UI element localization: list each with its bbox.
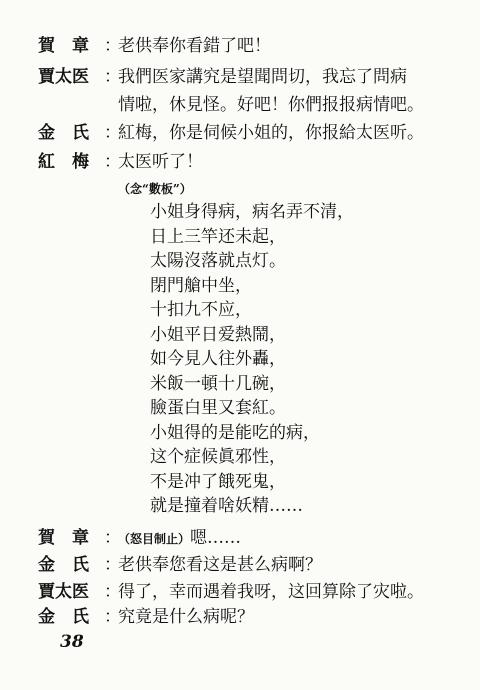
dialogue-text: 究竟是什么病呢？	[118, 607, 254, 627]
verse-line: 小姐平日爱熱鬧，	[150, 325, 286, 345]
dialogue-text: 紅梅，你是伺候小姐的，你报給太医听。	[118, 123, 424, 143]
verse-line: 这个症候眞邪性，	[150, 447, 286, 467]
stage-direction: （怒目制止）	[118, 532, 191, 546]
verse-line: 小姐得的是能吃的病，	[150, 423, 320, 443]
colon: ：	[104, 67, 121, 87]
speaker-name: 金 氏	[38, 555, 89, 575]
speaker-name: 賈太医	[38, 582, 89, 602]
colon: ：	[104, 528, 121, 548]
colon: ：	[104, 123, 121, 143]
dialogue-line	[38, 35, 271, 57]
stage-direction: （念“數板”）	[118, 182, 192, 196]
dialogue-text: 情啦，休見怪。好吧！你們报报病情吧。	[118, 95, 424, 115]
colon: ：	[104, 36, 121, 56]
dialogue-line	[38, 606, 254, 628]
verse-line: 不是冲了餓死鬼，	[150, 472, 286, 492]
verse-line: 臉蛋白里又套紅。	[150, 398, 286, 418]
verse-line: 十扣九不应，	[150, 300, 252, 320]
dialogue-line	[38, 66, 407, 88]
speaker-name: 金 氏	[38, 123, 89, 143]
speaker-name: 賀 章	[38, 36, 89, 56]
dialogue-line	[38, 581, 424, 603]
speaker-name: 賀 章	[38, 528, 89, 548]
dialogue-line	[38, 527, 241, 550]
verse-line: 日上三竿还未起，	[150, 227, 286, 247]
dialogue-line	[38, 122, 424, 144]
dialogue-line	[38, 554, 322, 576]
speaker-name: 紅 梅	[38, 152, 89, 172]
speaker-name: 賈太医	[38, 67, 89, 87]
dialogue-text: 老供奉你看錯了吧！	[118, 36, 271, 56]
dialogue-text: 我們医家講究是望聞問切，我忘了問病	[118, 67, 407, 87]
dialogue-text: 老供奉您看这是甚么病啊？	[118, 555, 322, 575]
colon: ：	[104, 607, 121, 627]
page-number: 38	[60, 632, 84, 652]
dialogue-text: 得了，幸而遇着我呀，这回算除了灾啦。	[118, 582, 424, 602]
verse-line: 米飯一頓十几碗，	[150, 374, 286, 394]
speaker-name: 金 氏	[38, 607, 89, 627]
dialogue-line	[38, 151, 203, 173]
colon: ：	[104, 582, 121, 602]
verse-line: 太陽沒落就点灯。	[150, 251, 286, 271]
verse-line: 就是撞着啥妖精……	[150, 496, 303, 516]
verse-line: 閉門艙中坐，	[150, 276, 252, 296]
verse-line: 如今見人往外轟，	[150, 349, 286, 369]
dialogue-text: 嗯……	[190, 528, 242, 548]
colon: ：	[104, 555, 121, 575]
verse-line: 小姐身得病，病名弄不清，	[150, 202, 354, 222]
dialogue-continuation	[118, 94, 424, 116]
dialogue-text: 太医听了！	[118, 152, 203, 172]
colon: ：	[104, 152, 121, 172]
